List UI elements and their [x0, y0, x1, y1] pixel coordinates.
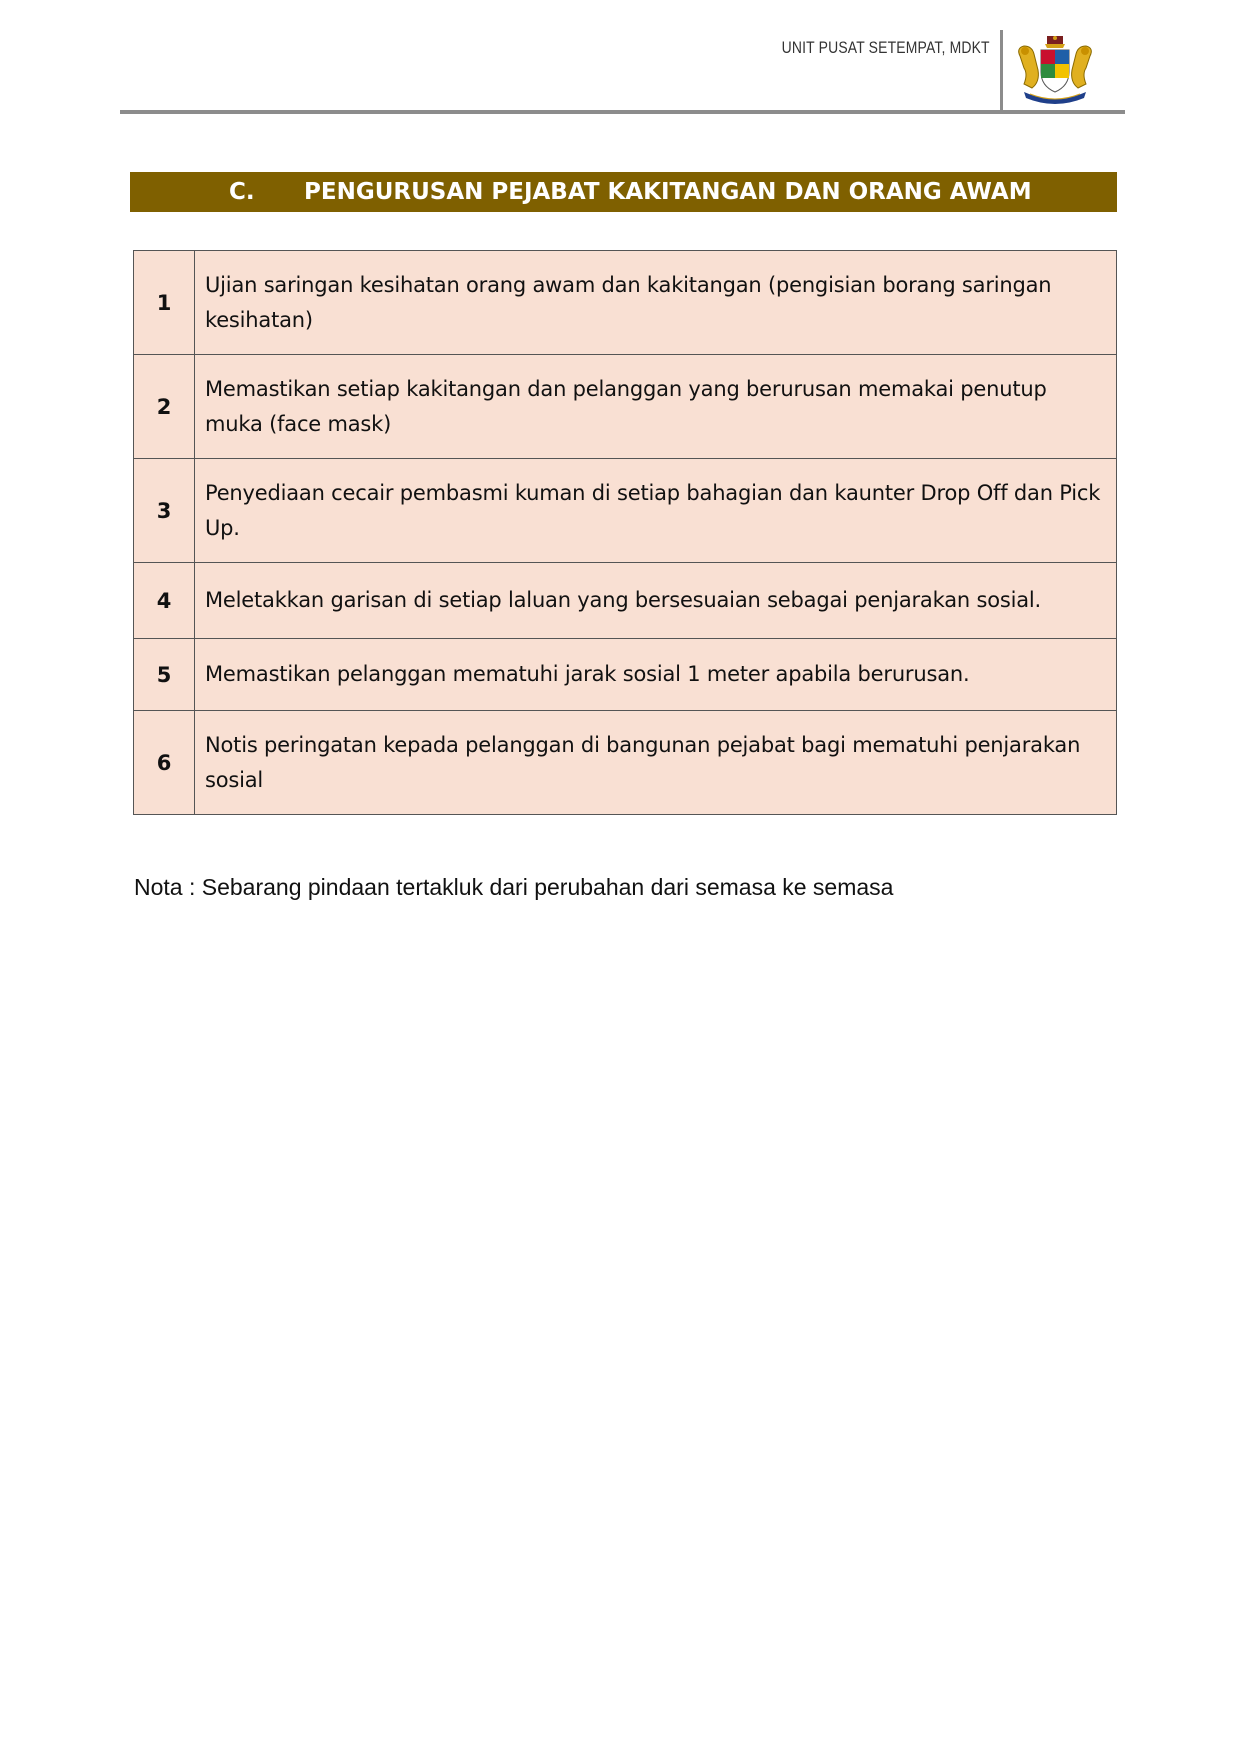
header-vertical-divider: [1000, 30, 1003, 112]
item-text: Ujian saringan kesihatan orang awam dan kakitangan (pengisian borang saringan kesihatan): [195, 251, 1117, 355]
header-rule: [120, 110, 1125, 114]
table-row: [134, 251, 1117, 355]
item-text: Memastikan pelanggan mematuhi jarak sosial 1 meter apabila berurusan.: [195, 639, 1117, 711]
table-row: [134, 639, 1117, 711]
item-number: 2: [134, 355, 195, 459]
section-banner: [130, 172, 1117, 212]
table-row: [134, 711, 1117, 815]
footnote: Nota : Sebarang pindaan tertakluk dari perubahan dari semasa ke semasa: [134, 874, 894, 900]
table-row: [134, 355, 1117, 459]
crest-emblem-icon: [1010, 34, 1100, 106]
item-number: 4: [134, 563, 195, 639]
item-number: 3: [134, 459, 195, 563]
page-header: [120, 0, 1125, 115]
item-text: Notis peringatan kepada pelanggan di bangunan pejabat bagi mematuhi penjarakan sosial: [195, 711, 1117, 815]
table-row: [134, 459, 1117, 563]
table-row: [134, 563, 1117, 639]
item-text: Meletakkan garisan di setiap laluan yang bersesuaian sebagai penjarakan sosial.: [195, 563, 1117, 639]
item-text: Penyediaan cecair pembasmi kuman di setiap bahagian dan kaunter Drop Off dan Pick Up.: [195, 459, 1117, 563]
header-title: UNIT PUSAT SETEMPAT, MDKT: [781, 38, 990, 57]
item-number: 6: [134, 711, 195, 815]
item-number: 5: [134, 639, 195, 711]
item-number: 1: [134, 251, 195, 355]
section-letter: C.: [229, 179, 255, 205]
section-title: PENGURUSAN PEJABAT KAKITANGAN DAN ORANG AWAM: [304, 179, 1032, 205]
measures-table: [133, 250, 1117, 815]
item-text: Memastikan setiap kakitangan dan pelanggan yang berurusan memakai penutup muka (face mask): [195, 355, 1117, 459]
